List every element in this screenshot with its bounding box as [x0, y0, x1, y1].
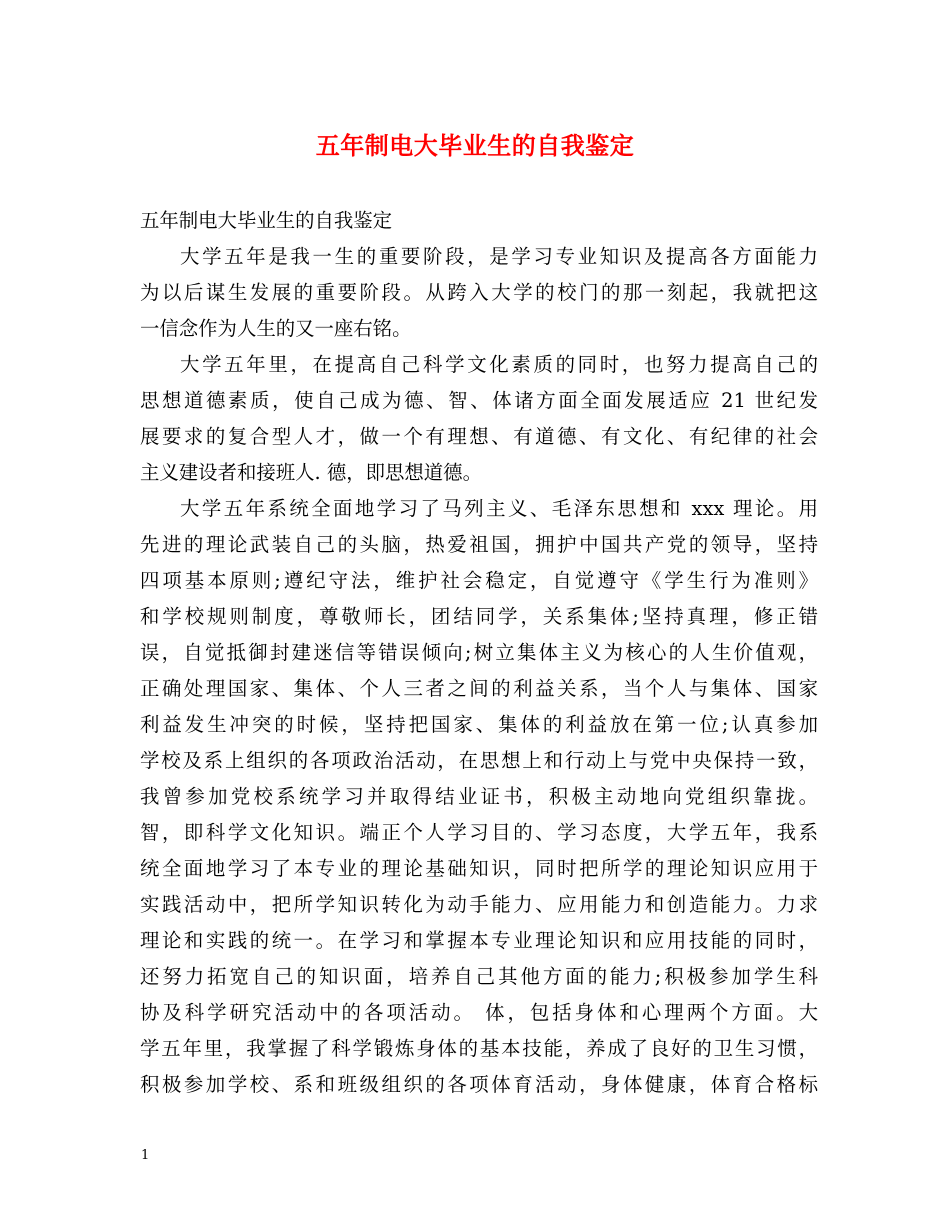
body-line: 还努力拓宽自己的知识面，培养自己其他方面的能力;积极参加学生科 — [140, 965, 818, 988]
body-line: 思想道德素质，使自己成为德、智、体诸方面全面发展适应 21 世纪发 — [140, 389, 818, 412]
body-line: 学五年里，我掌握了科学锻炼身体的基本技能，养成了良好的卫生习惯， — [140, 1037, 818, 1060]
body-line: 为以后谋生发展的重要阶段。从跨入大学的校门的那一刻起，我就把这 — [140, 281, 818, 304]
body-line: 和学校规则制度，尊敬师长，团结同学，关系集体;坚持真理，修正错 — [140, 605, 818, 628]
document-title: 五年制电大毕业生的自我鉴定 — [315, 131, 635, 160]
body-line: 大学五年里，在提高自己科学文化素质的同时，也努力提高自己的 — [180, 353, 818, 376]
body-line: 误，自觉抵御封建迷信等错误倾向;树立集体主义为核心的人生价值观， — [140, 641, 818, 664]
body-line: 理论和实践的统一。在学习和掌握本专业理论知识和应用技能的同时， — [140, 929, 818, 952]
body-line: 大学五年是我一生的重要阶段，是学习专业知识及提高各方面能力 — [180, 245, 818, 268]
body-line: 大学五年系统全面地学习了马列主义、毛泽东思想和 xxx 理论。用 — [180, 497, 818, 520]
body-line: 一信念作为人生的又一座右铭。 — [140, 317, 412, 340]
body-line: 统全面地学习了本专业的理论基础知识，同时把所学的理论知识应用于 — [140, 857, 818, 880]
body-line: 智，即科学文化知识。端正个人学习目的、学习态度，大学五年，我系 — [140, 821, 818, 844]
body-line: 主义建设者和接班人. 德，即思想道德。 — [140, 461, 482, 484]
body-line: 学校及系上组织的各项政治活动，在思想上和行动上与党中央保持一致， — [140, 749, 818, 772]
body-line: 实践活动中，把所学知识转化为动手能力、应用能力和创造能力。力求 — [140, 893, 818, 916]
body-line: 我曾参加党校系统学习并取得结业证书，积极主动地向党组织靠拢。 — [140, 785, 818, 808]
body-line: 四项基本原则;遵纪守法，维护社会稳定，自觉遵守《学生行为准则》 — [140, 569, 818, 592]
body-line: 先进的理论武装自己的头脑，热爱祖国，拥护中国共产党的领导，坚持 — [140, 533, 818, 556]
page-number: 1 — [141, 1148, 150, 1163]
subtitle-line: 五年制电大毕业生的自我鉴定 — [140, 209, 393, 232]
body-line: 展要求的复合型人才，做一个有理想、有道德、有文化、有纪律的社会 — [140, 425, 818, 448]
body-line: 协及科学研究活动中的各项活动。 体，包括身体和心理两个方面。大 — [140, 1001, 818, 1024]
body-line: 利益发生冲突的时候，坚持把国家、集体的利益放在第一位;认真参加 — [140, 713, 818, 736]
document-body — [140, 203, 818, 1103]
body-line: 积极参加学校、系和班级组织的各项体育活动，身体健康，体育合格标 — [140, 1073, 818, 1096]
body-line: 正确处理国家、集体、个人三者之间的利益关系，当个人与集体、国家 — [140, 677, 818, 700]
